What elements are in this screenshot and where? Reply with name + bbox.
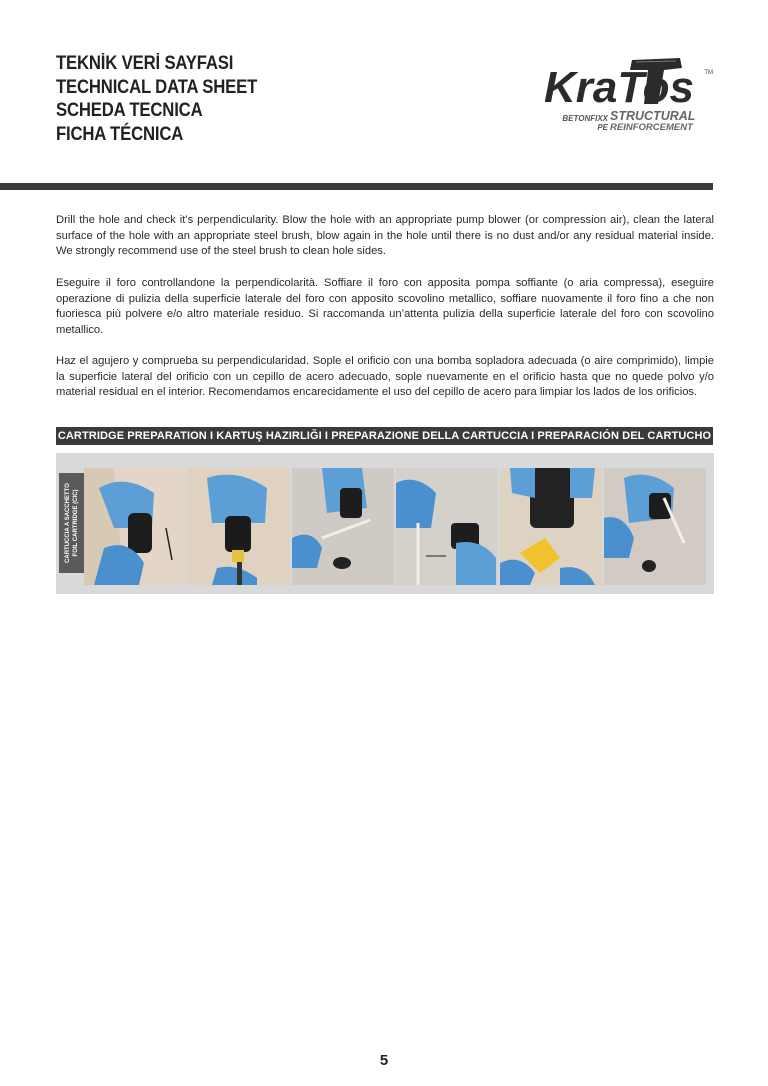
- page-number: 5: [379, 1052, 389, 1069]
- title-turkish: TEKNİK VERİ SAYFASI: [56, 53, 234, 74]
- structural-label: STRUCTURAL: [610, 109, 696, 123]
- section-header-cartridge-preparation: CARTRIDGE PREPARATION I KARTUŞ HAZIRLIĞI I PREPARAZIONE DELLA CARTUCCIA I PREPARACIÓN DEL CARTUCHO: [56, 427, 713, 445]
- step-photo-6: [604, 468, 706, 585]
- title-spanish: FICHA TÉCNICA: [56, 123, 184, 145]
- betonfixx-text: BETONFIXX: [562, 114, 608, 123]
- side-label-line2: FOIL CARTRIDGE (CIC): [73, 489, 80, 557]
- kratos-wordmark-logo: [540, 52, 715, 114]
- document-titles: [56, 52, 257, 146]
- paragraph-italian: Eseguire il foro controllandone la perpendicolarità. Soffiare il foro con apposita pompa soffiante (o aria compressa), eseguire operazione di pulizia della superficie laterale del foro con apposito scovolino metallico, soffiare nuovamente il foro fino a che non fuoriesca più polvere e/o altro materiale residuo. Si raccomanda un’attenta pulizia della superficie laterale del foro con scovolino metallico.: [56, 277, 714, 336]
- side-label-line1: CARTUCCIA A SACCHETTO: [65, 483, 72, 563]
- pe-text: PE: [597, 123, 608, 132]
- paragraph-english: Drill the hole and check it’s perpendicularity. Blow the hole with an appropriate pump blower (or compression air), clean the lateral surface of the hole with an appropriate steel brush, blow again in the hole until there is no dust and/or any residual material inside. We strongly recommend use of the steel brush to clean hole sides.: [56, 214, 714, 258]
- header-divider: [0, 183, 713, 190]
- title-english: TECHNICAL DATA SHEET: [56, 76, 258, 98]
- step-photo-2: [187, 468, 290, 585]
- wordmark-text: KraTos: [544, 63, 694, 112]
- foil-cartridge-side-label: [59, 473, 85, 573]
- trademark-mark: TM: [704, 70, 713, 76]
- reinforcement-label: REINFORCEMENT: [610, 122, 693, 133]
- paragraph-spanish: Haz el agujero y comprueba su perpendicularidad. Sople el orificio con una bomba sopladora adecuada (o aire comprimido), limpie la superficie lateral del orificio con un cepillo de acero adecuado, sople nuevamente en el orificio hasta que no quede polvo y/o material residual en el interior. Recomendamos encarecidamente el uso del cepillo de acero para limpiar los lados de los orificios.: [56, 355, 714, 399]
- step-photo-5: [500, 468, 602, 585]
- cartridge-preparation-photo-strip: [56, 453, 714, 594]
- step-photo-3: [292, 468, 394, 585]
- title-italian: SCHEDA TECNICA: [56, 100, 203, 121]
- betonfixx-label: [560, 114, 608, 132]
- step-photo-1: [84, 468, 185, 585]
- step-photo-4: [396, 468, 498, 585]
- kratos-logo: [540, 52, 715, 140]
